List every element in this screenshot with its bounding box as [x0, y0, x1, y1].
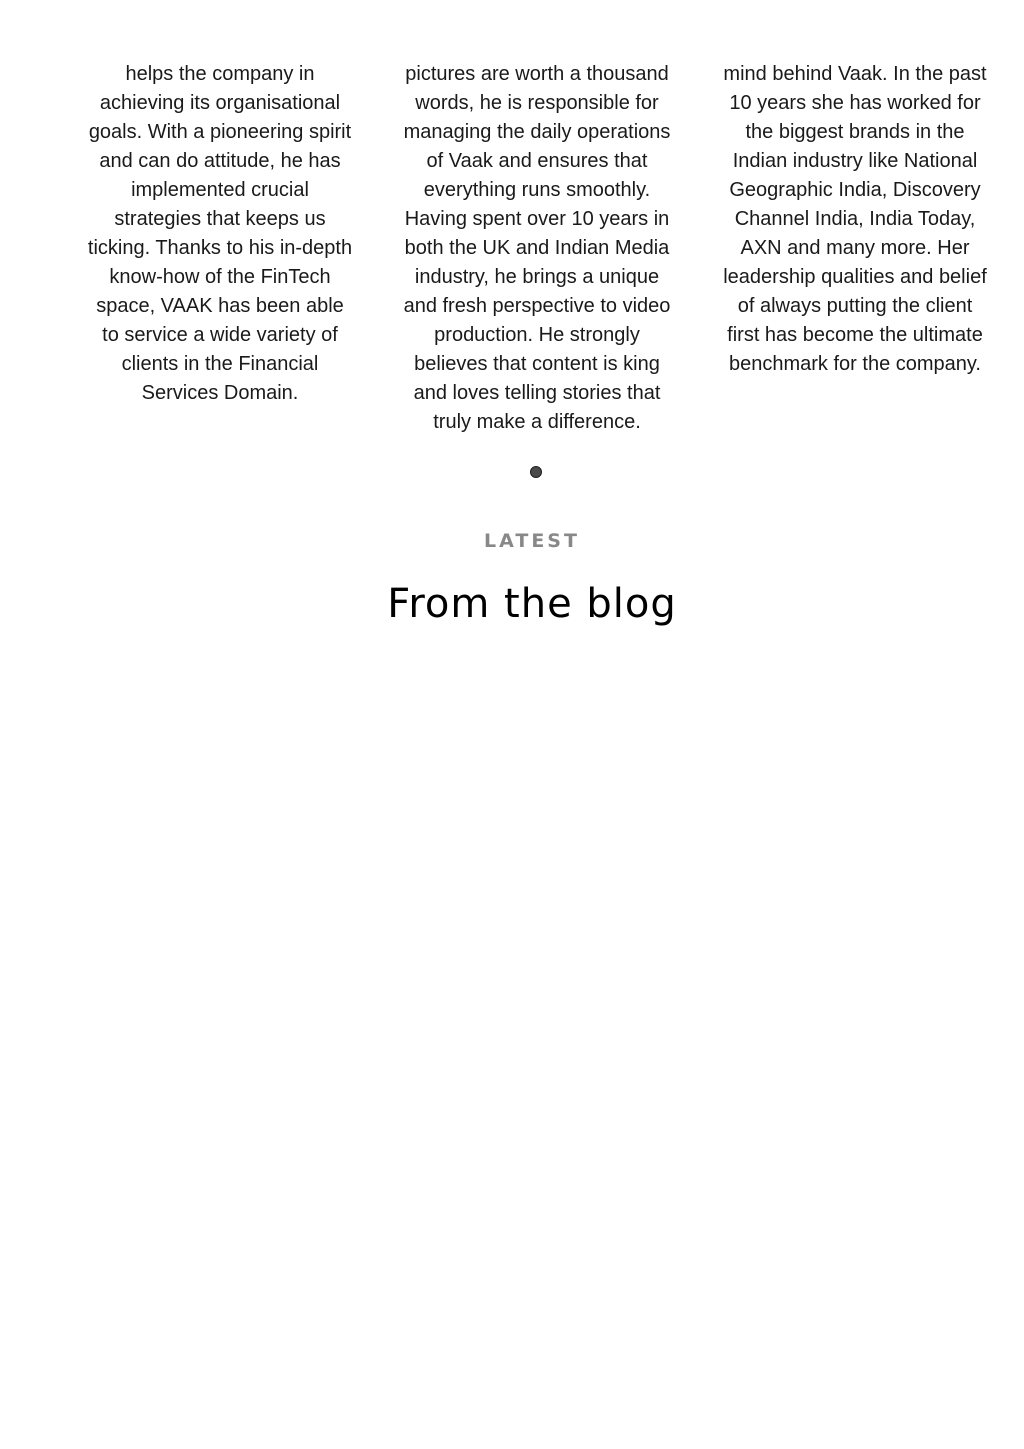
- team-bios-section: [0, 60, 1024, 440]
- team-member-bio-2: pictures are worth a thousand words, he is responsible for managing the daily operations of Vaak and ensures that everything runs smoothly. Having spent over 10 years in both the UK and Indian Media industry, he brings a unique and fresh perspective to video production. He strongly believes that content is king and loves telling stories that truly make a difference.: [403, 63, 671, 433]
- blog-section-title: From the blog: [387, 581, 677, 627]
- blog-section-eyebrow: LATEST: [484, 530, 580, 552]
- carousel-dot-active[interactable]: [530, 466, 542, 478]
- team-member-bio-1: helps the company in achieving its organisational goals. With a pioneering spirit and can do attitude, he has implemented crucial strategies that keeps us ticking. Thanks to his in-depth know-how of the FinTech space, VAAK has been able to service a wide variety of clients in the Financial Services Domain.: [87, 63, 353, 404]
- team-member-bio-3: mind behind Vaak. In the past 10 years she has worked for the biggest brands in the Indian industry like National Geographic India, Discovery Channel India, India Today, AXN and many more. Her leadership qualities and belief of always putting the client first has become the ultimate benchmark for the company.: [723, 63, 987, 375]
